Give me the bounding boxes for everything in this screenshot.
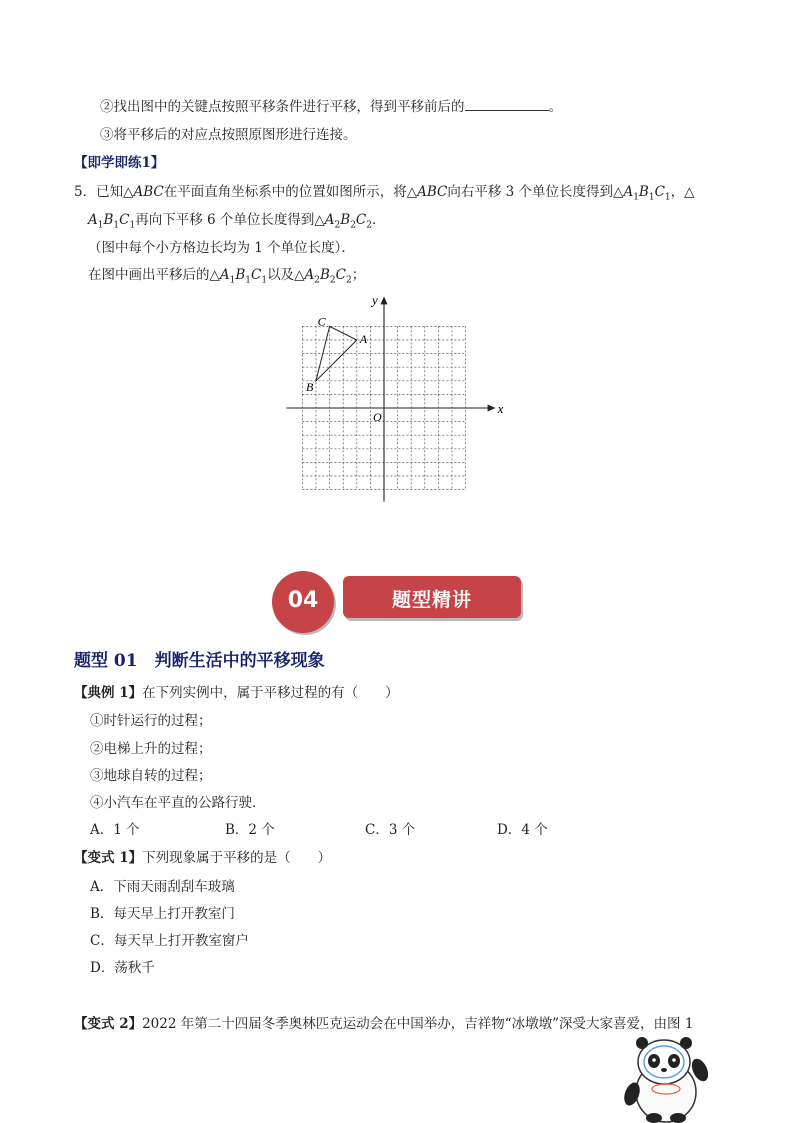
text-run: A <box>324 212 335 228</box>
variant-1-question <box>74 846 331 866</box>
example-item: ②电梯上升的过程； <box>90 741 212 757</box>
text-run: 向右平移 3 个单位长度得到△ <box>447 184 624 200</box>
text-run: C <box>355 212 367 228</box>
text-run: B <box>340 212 351 228</box>
subscript: 1 <box>113 220 120 231</box>
question-line-1 <box>74 180 695 203</box>
text-run: 以及△ <box>267 267 305 283</box>
text-run: 再向下平移 6 个单位长度得到△ <box>135 212 325 228</box>
point-b-label: B <box>306 379 314 394</box>
coordinate-grid-figure <box>282 290 512 510</box>
subscript: 1 <box>129 220 136 231</box>
subscript: 1 <box>664 192 671 203</box>
subscript: 1 <box>648 192 655 203</box>
subscript: 2 <box>366 220 372 231</box>
text-run: 已知△ <box>96 184 134 200</box>
text-run: B <box>103 212 114 228</box>
example-question <box>74 681 399 701</box>
practice-label: 【即学即练1】 <box>74 155 165 171</box>
text-run: C <box>654 184 665 200</box>
section-number: 04 <box>287 588 319 613</box>
section-number-badge <box>272 571 334 633</box>
subscript: 1 <box>229 275 236 286</box>
subscript: 1 <box>633 192 639 203</box>
subscript: 2 <box>334 220 341 231</box>
text-run: A <box>219 267 230 283</box>
text-run: B <box>235 267 246 283</box>
mascot-illustration <box>620 1034 712 1123</box>
variant-2-question <box>74 1012 693 1032</box>
variant-1-question-text: 下列现象属于平移的是（ ） <box>142 850 332 866</box>
answer-blank[interactable] <box>465 98 549 111</box>
option-c[interactable]: C．3 个 <box>365 822 416 838</box>
option-a[interactable]: A．1 个 <box>90 822 140 838</box>
text-run: ； <box>351 267 366 283</box>
example-label: 【典例 1】 <box>74 685 143 701</box>
text-run: C <box>335 267 346 283</box>
subscript: 1 <box>245 275 252 286</box>
option-d[interactable]: D．4 个 <box>497 822 548 838</box>
option-a[interactable]: A．下雨天雨刮刮车玻璃 <box>90 879 235 895</box>
example-question-text: 在下列实例中，属于平移过程的有（ ） <box>142 685 399 701</box>
step-2-text: ②找出图中的关键点按照平移条件进行平移，得到平移前后的 <box>100 99 465 115</box>
y-axis-arrow <box>381 296 388 304</box>
question-line-3: （图中每个小方格边长均为 1 个单位长度）． <box>88 240 355 256</box>
question-line-2 <box>88 208 386 231</box>
step-3: ③将平移后的对应点按照原图形进行连接。 <box>100 127 357 143</box>
variant-1-label: 【变式 1】 <box>74 850 143 866</box>
subscript: 2 <box>314 275 320 286</box>
text-run: A <box>623 184 634 200</box>
question-number: 5． <box>74 184 97 200</box>
variant-2-label: 【变式 2】 <box>74 1016 143 1032</box>
x-axis-arrow <box>488 405 496 412</box>
origin-label: O <box>373 410 382 424</box>
text-run: 在图中画出平移后的△ <box>88 267 220 283</box>
x-axis-label: x <box>497 401 504 416</box>
text-run: B <box>638 184 649 200</box>
y-axis-label: y <box>372 292 378 308</box>
example-item: ④小汽车在平直的公路行驶． <box>90 795 266 811</box>
text-run: ，△ <box>670 184 695 200</box>
text-run: ． <box>372 212 386 228</box>
text-run: B <box>319 267 330 283</box>
option-d[interactable]: D．荡秋千 <box>90 960 155 976</box>
point-a-label: A <box>359 332 368 346</box>
text-run: C <box>119 212 130 228</box>
step-2 <box>100 95 562 115</box>
example-item: ③地球自转的过程； <box>90 768 212 784</box>
text-run: ABC <box>133 184 164 200</box>
question-line-4 <box>88 263 365 286</box>
subscript: 2 <box>329 275 336 286</box>
subscript: 2 <box>350 220 356 231</box>
option-c[interactable]: C．每天早上打开教室窗户 <box>90 933 249 949</box>
point-c-label: C <box>317 314 326 329</box>
text-run: A <box>304 267 315 283</box>
text-run: A <box>88 212 98 228</box>
step-2-end: 。 <box>548 99 562 115</box>
variant-2-text: 2022 年第二十四届冬季奥林匹克运动会在中国举办，吉祥物“冰墩墩”深受大家喜爱，由图 1 <box>142 1016 694 1032</box>
text-run: 在平面直角坐标系中的位置如图所示，将△ <box>163 184 418 200</box>
type-heading: 题型 01 判断生活中的平移现象 <box>74 651 325 671</box>
example-item: ①时针运行的过程； <box>90 713 212 729</box>
option-b[interactable]: B．每天早上打开教室门 <box>90 906 235 922</box>
subscript: 1 <box>97 220 104 231</box>
option-b[interactable]: B．2 个 <box>225 822 275 838</box>
text-run: ABC <box>417 184 448 200</box>
text-run: C <box>251 267 262 283</box>
subscript: 1 <box>261 275 268 286</box>
section-title: 题型精讲 <box>391 589 472 611</box>
subscript: 2 <box>345 275 352 286</box>
section-title-banner <box>343 576 521 618</box>
